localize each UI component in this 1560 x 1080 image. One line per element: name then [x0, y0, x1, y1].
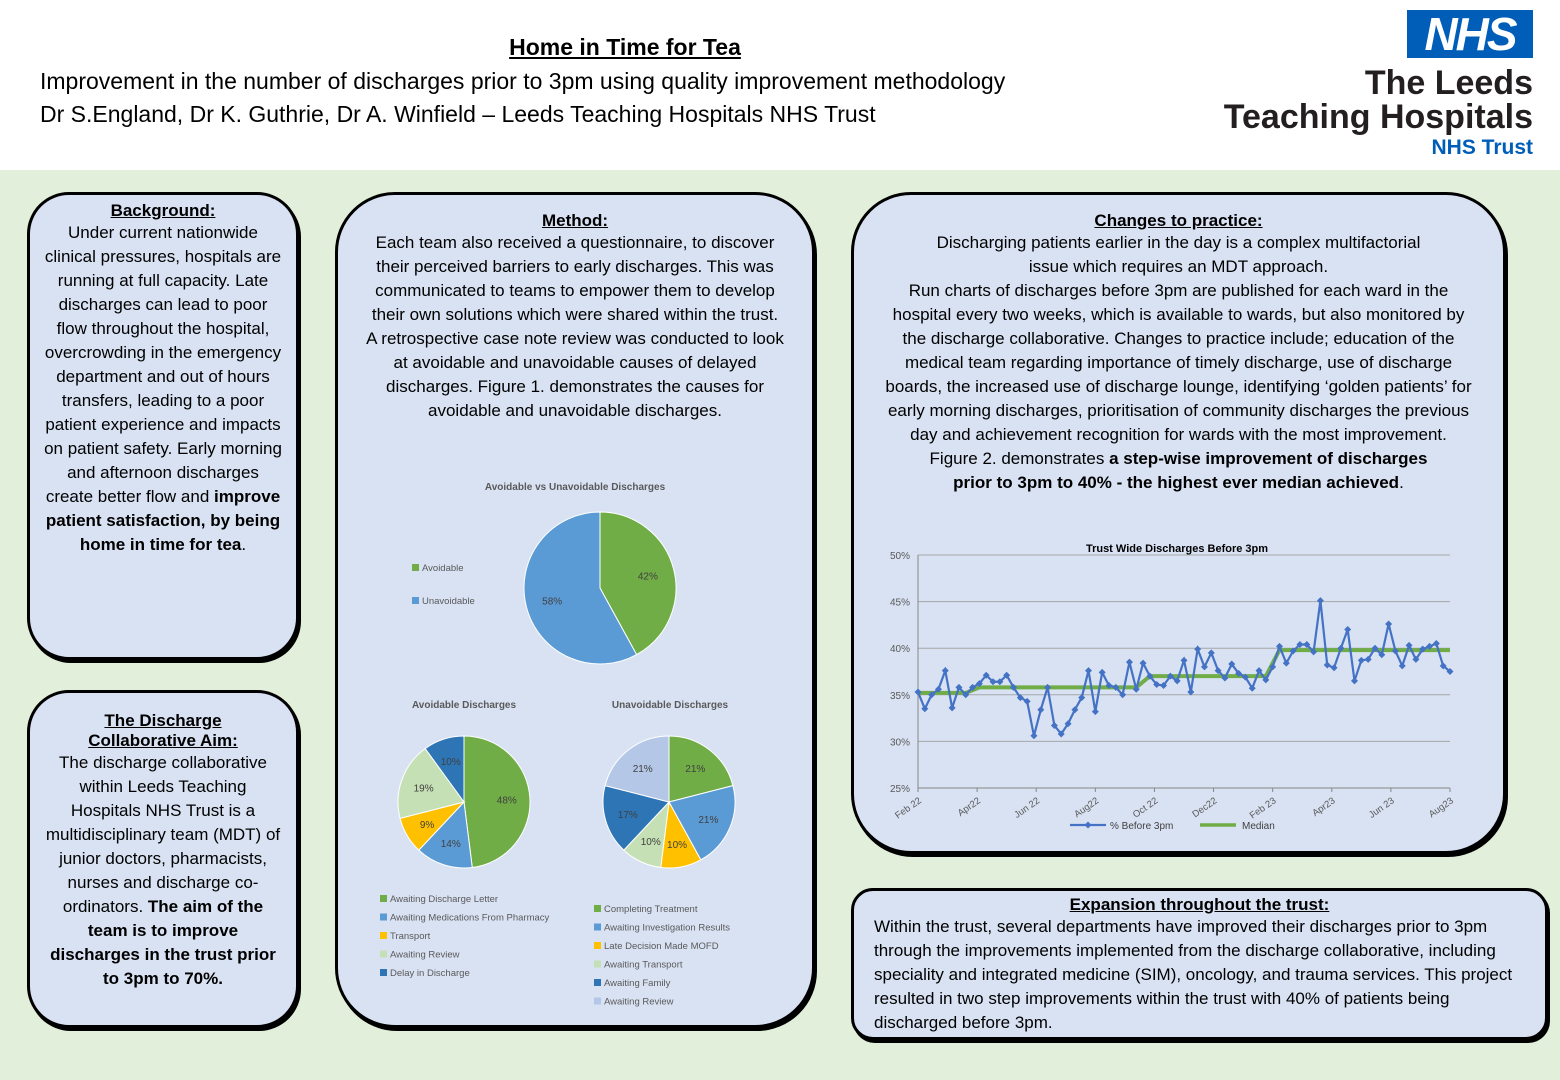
changes-text1: Discharging patients earlier in the day is a complex multifactorial issue which requires an MDT approach. [936, 233, 1421, 276]
legend-label: Awaiting Discharge Letter [390, 894, 499, 905]
method-heading: Method: [541, 211, 609, 230]
pie-data-label: 10% [640, 836, 661, 848]
y-tick-label: 25% [889, 784, 910, 795]
data-point [1037, 706, 1044, 713]
org-name-line3: NHS Trust [1431, 136, 1533, 159]
poster-title: Home in Time for Tea [509, 34, 741, 60]
org-name-line1: The Leeds [1364, 64, 1533, 102]
background-text [44, 221, 282, 557]
legend-label: Awaiting Medications From Pharmacy [390, 912, 550, 924]
background-end: . [241, 535, 247, 554]
changes-heading: Changes to practice: [1094, 211, 1263, 230]
data-point [1331, 664, 1338, 671]
org-name-line2: Teaching Hospitals [1223, 98, 1533, 136]
legend-swatch [380, 969, 387, 976]
expansion-panel [851, 888, 1548, 1040]
pie-data-label: 19% [413, 783, 434, 795]
legend-swatch [594, 979, 601, 986]
data-point [1194, 646, 1201, 653]
y-tick-label: 50% [889, 551, 910, 562]
x-tick-label: Jun 22 [1012, 795, 1042, 821]
x-tick-label: Aug22 [1072, 795, 1102, 821]
legend-swatch [594, 924, 601, 931]
pie-data-label: 10% [667, 840, 688, 852]
pie-data-label: 10% [440, 757, 461, 769]
data-point [1385, 620, 1392, 627]
data-point [921, 705, 928, 712]
legend-label: Late Decision Made MOFD [604, 941, 719, 952]
data-point [1201, 663, 1208, 670]
pie-data-label: 21% [698, 815, 719, 827]
data-point [1208, 649, 1215, 656]
run-chart-title: Trust Wide Discharges Before 3pm [1085, 543, 1269, 555]
expansion-heading: Expansion throughout the trust: [1069, 895, 1330, 914]
legend-swatch [412, 564, 419, 571]
legend-swatch [380, 914, 387, 921]
data-point [1317, 597, 1324, 604]
pie-data-label: 21% [685, 764, 706, 776]
legend-swatch [594, 998, 601, 1005]
x-tick-label: Feb 22 [893, 795, 924, 822]
series-line-before-3pm [918, 601, 1450, 736]
data-point [1351, 677, 1358, 684]
x-tick-label: Apr22 [955, 795, 983, 820]
pie-chart-avoidable-vs-unavoidable [340, 470, 810, 680]
changes-text3 [884, 447, 1473, 495]
pie-data-label: 21% [632, 764, 653, 776]
background-bold-text: improve patient satisfaction, by being home in time for tea [45, 487, 281, 554]
changes-fig2-intro: Figure 2. demonstrates [929, 449, 1110, 468]
legend-swatch [380, 932, 387, 939]
y-tick-label: 45% [889, 597, 910, 609]
legend-label: Awaiting Investigation Results [604, 922, 731, 934]
legend-swatch [594, 905, 601, 912]
pie-data-label: 48% [496, 795, 517, 807]
legend-swatch [594, 942, 601, 949]
poster-subtitle: Improvement in the number of discharges prior to 3pm using quality improvement methodology [40, 68, 1006, 94]
legend-label-before-3pm: % Before 3pm [1110, 821, 1174, 832]
background-panel [27, 192, 299, 660]
poster-header [0, 0, 1560, 170]
data-point [942, 667, 949, 674]
data-point [1085, 667, 1092, 674]
x-tick-label: Feb 23 [1247, 795, 1279, 822]
legend-swatch [380, 951, 387, 958]
background-heading: Background: [110, 201, 216, 220]
legend-label: Awaiting Review [604, 996, 674, 1008]
changes-bold-text: a step-wise improvement of discharges prior to 3pm to 40% - the highest ever median achieved [953, 449, 1428, 492]
legend-label: Delay in Discharge [390, 968, 470, 979]
pie-data-label: 42% [637, 571, 658, 583]
pie-avoidable-title: Avoidable Discharges [411, 700, 517, 711]
legend-marker [1085, 822, 1092, 829]
data-point [1030, 732, 1037, 739]
run-chart-discharges-before-3pm [870, 535, 1470, 840]
pie-data-label: 9% [419, 819, 435, 831]
data-point [1181, 657, 1188, 664]
poster-authors: Dr S.England, Dr K. Guthrie, Dr A. Winfield – Leeds Teaching Hospitals NHS Trust [40, 101, 876, 127]
changes-end: . [1399, 473, 1404, 492]
expansion-text: Within the trust, several departments have improved their discharges prior to 3pm through the improvements implemented from the discharge collaborative, including speciality and integrated medicine (SIM), oncology, and trauma services. This project resulted in two step improvements within the trust with 40% of patients being discharged before 3pm. [874, 917, 1513, 1032]
legend-label: Avoidable [422, 563, 464, 574]
pie-data-label: 58% [542, 596, 563, 608]
x-tick-label: Oct 22 [1130, 795, 1161, 821]
background-body: Under current nationwide clinical pressures, hospitals are running at full capacity. Late discharges can lead to poor flow throughout the hospital, overcrowding in the emergency department and out of hours transfers, leading to a poor patient experience and impacts on patient safety. Early morning and afternoon discharges create better flow and [44, 223, 282, 506]
aim-panel [27, 690, 299, 1028]
x-tick-label: Apr23 [1310, 795, 1338, 820]
legend-label: Awaiting Review [390, 949, 460, 961]
x-tick-label: Jun 23 [1366, 795, 1397, 821]
data-point [1092, 708, 1099, 715]
data-point [1044, 684, 1051, 691]
data-point [1344, 626, 1351, 633]
aim-text [44, 751, 282, 991]
method-text: Each team also received a questionnaire, to discover their perceived barriers to early discharges. This was communicated to teams to empower them to develop their own solutions which were shared within the trust. A retrospective case note review was conducted to look at avoidable and unavoidable causes of delayed discharges. Figure 1. demonstrates the causes for avoidable and unavoidable discharges. [366, 233, 784, 420]
legend-label: Awaiting Family [604, 978, 671, 989]
data-point [1433, 640, 1440, 647]
data-point [1324, 661, 1331, 668]
pie-unavoidable-title: Unavoidable Discharges [611, 700, 729, 711]
legend-label: Awaiting Transport [604, 959, 683, 971]
data-point [1399, 662, 1406, 669]
data-point [949, 704, 956, 711]
nhs-logo-badge: NHS [1407, 10, 1533, 58]
changes-text2: Run charts of discharges before 3pm are published for each ward in the hospital every two weeks, which is available to wards, but also monitored by the discharge collaborative. Changes to practice include; education of the medical team regarding importance of timely discharge, use of discharge boards, the increased use of discharge lounge, identifying ‘golden patients’ for early morning discharges, prioritisation of community discharges the previous day and achievement recognition for wards with the most improvement. [885, 281, 1472, 444]
pie-data-label: 14% [440, 838, 461, 850]
legend-swatch [380, 895, 387, 902]
aim-body: The discharge collaborative within Leeds Teaching Hospitals NHS Trust is a multidisciplinary team (MDT) of junior doctors, pharmacists, nurses and discharge co-ordinators. [45, 753, 281, 916]
legend-label: Unavoidable [422, 596, 475, 607]
y-tick-label: 35% [889, 690, 910, 702]
legend-swatch [594, 961, 601, 968]
x-tick-label: Dec22 [1190, 795, 1220, 821]
aim-bold-text: The aim of the team is to improve discharges in the trust prior to 3pm to 70%. [50, 897, 276, 988]
pie-main-title: Avoidable vs Unavoidable Discharges [484, 482, 666, 493]
legend-label-median: Median [1242, 821, 1275, 832]
pie-charts-breakdown [370, 690, 790, 1020]
legend-label: Completing Treatment [604, 904, 698, 915]
y-tick-label: 30% [889, 737, 910, 749]
data-point [1126, 659, 1133, 666]
pie-data-label: 17% [617, 809, 638, 821]
legend-swatch [412, 597, 419, 604]
legend-label: Transport [390, 931, 431, 942]
data-point [1358, 657, 1365, 664]
y-tick-label: 40% [889, 644, 910, 656]
x-tick-label: Aug23 [1426, 795, 1456, 821]
aim-heading: The Discharge Collaborative Aim: [88, 711, 238, 750]
